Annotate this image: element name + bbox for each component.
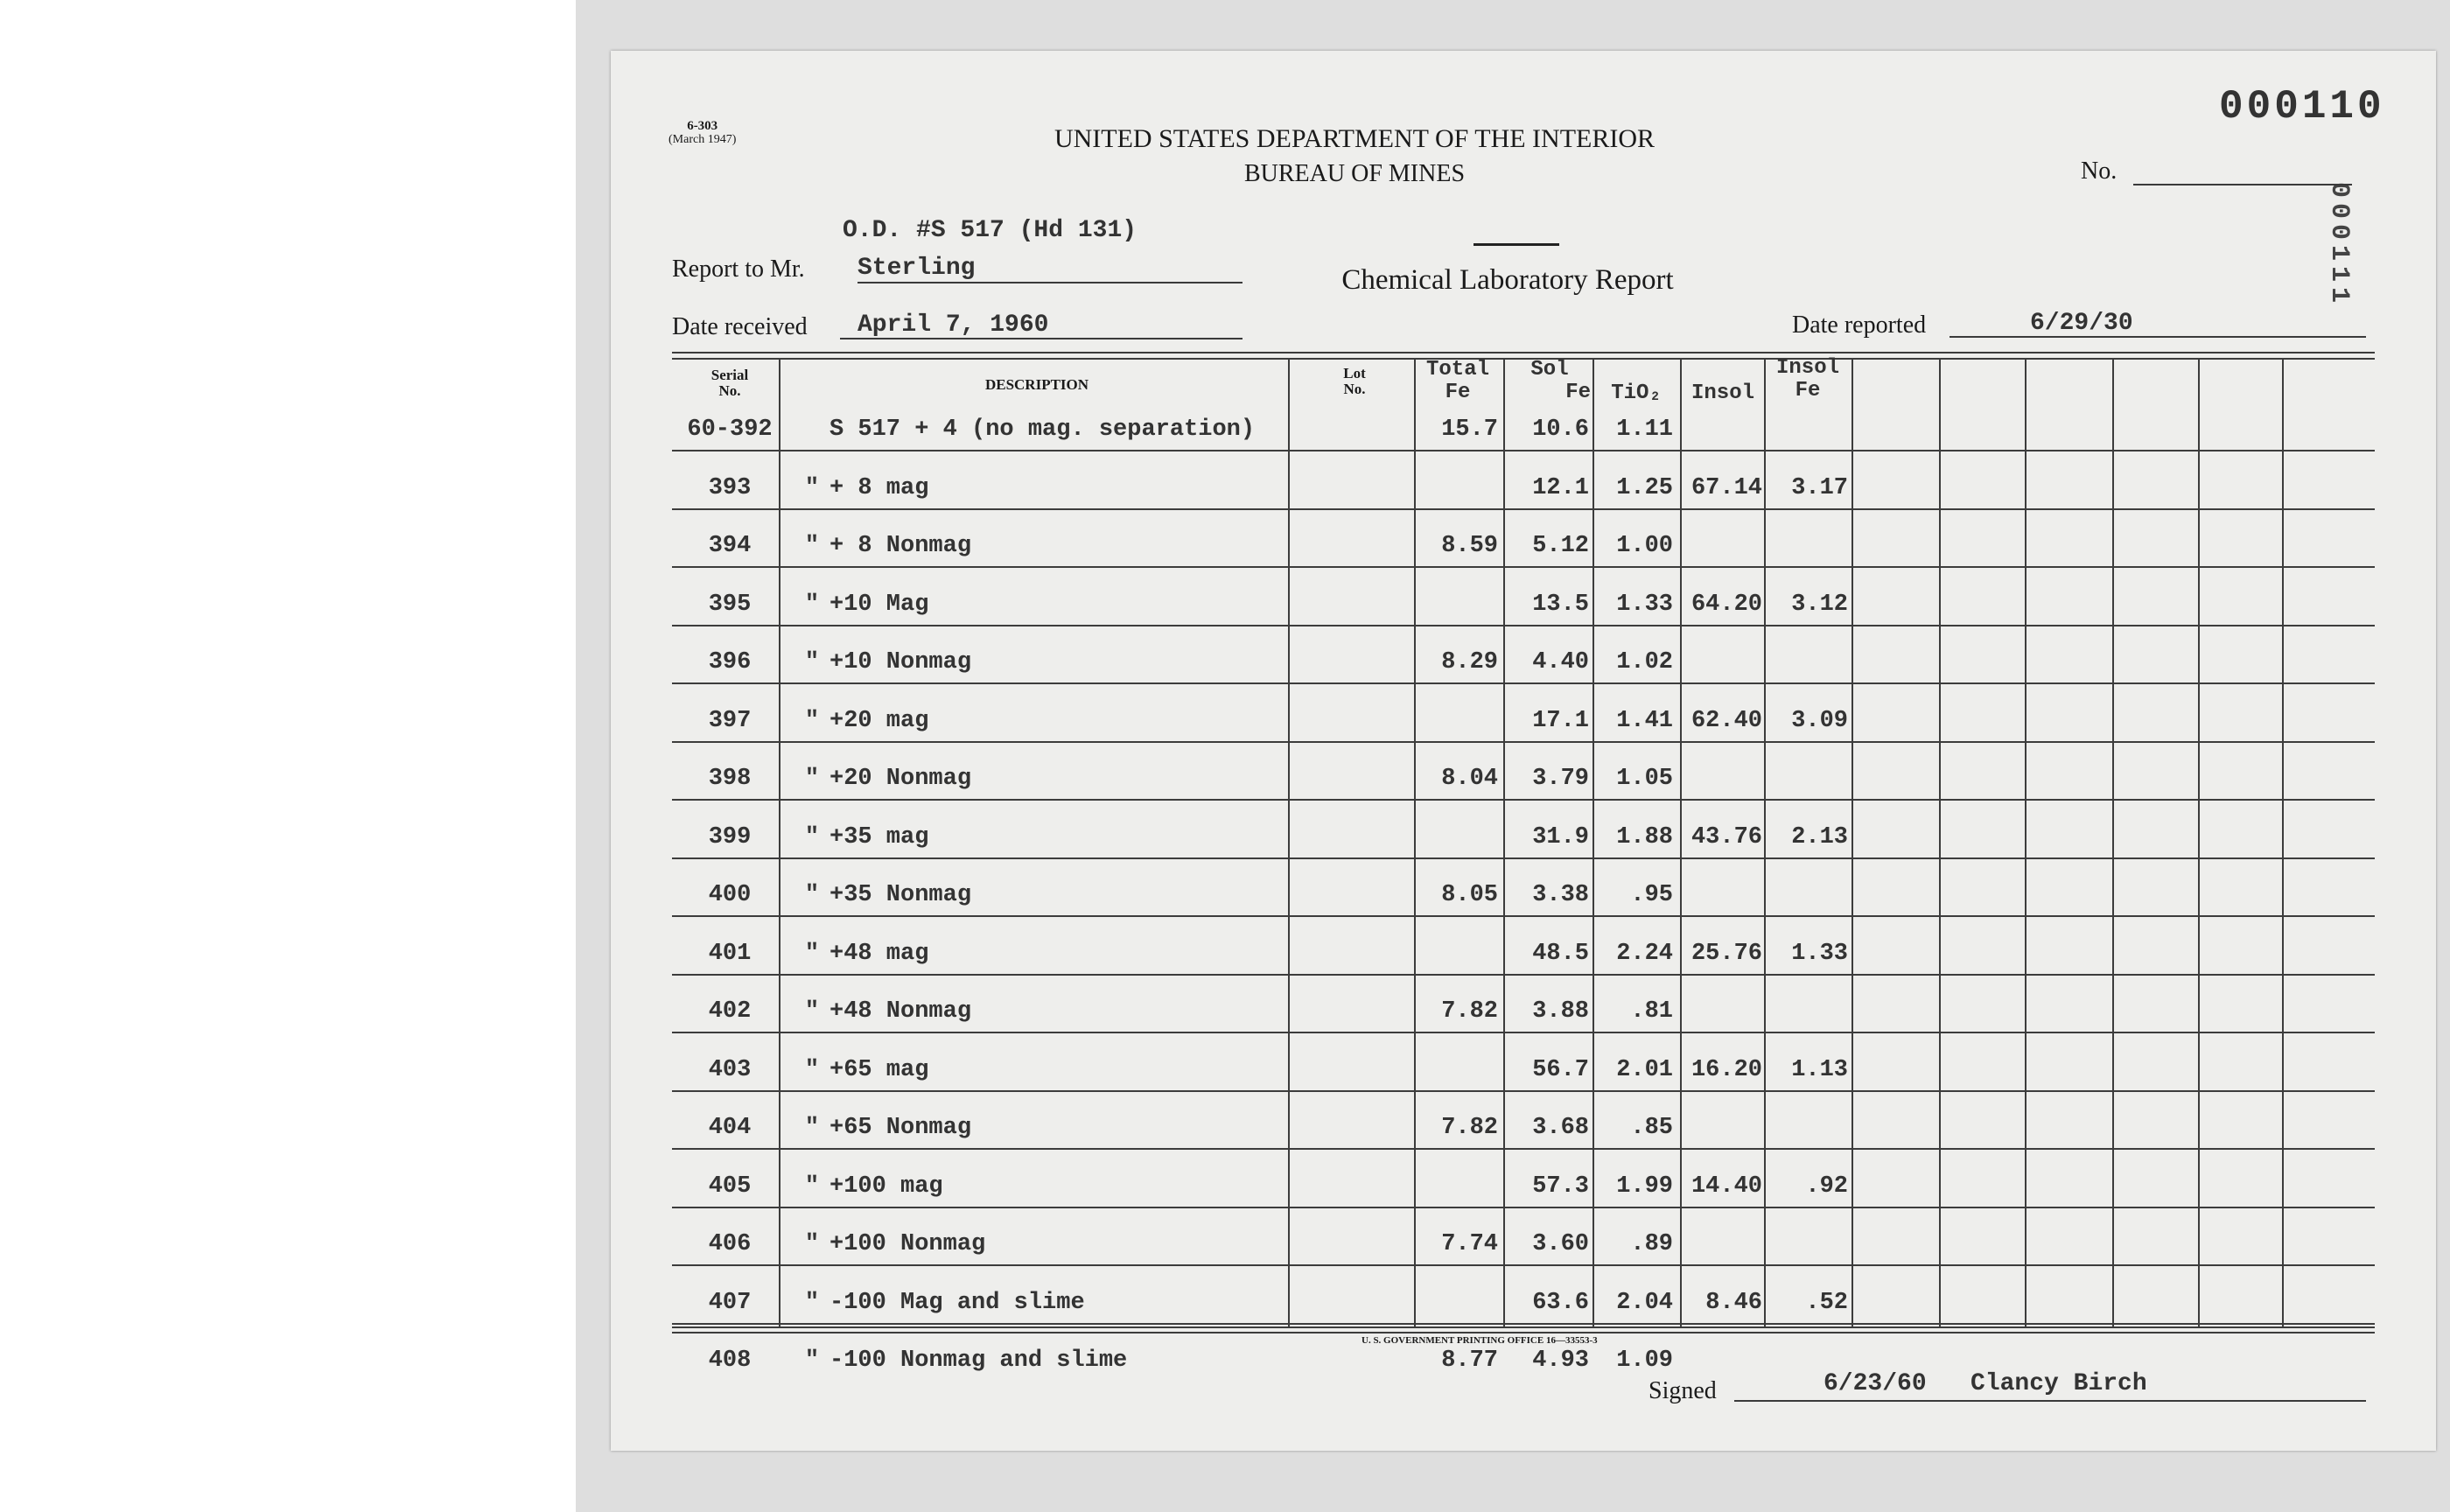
cell-ditto: " [804, 591, 820, 618]
cell-tio2: .95 [1630, 882, 1673, 908]
cell-tio2: 2.24 [1616, 940, 1673, 967]
cell-insol-fe: .92 [1805, 1172, 1848, 1200]
cell-sol-fe: 3.79 [1532, 766, 1589, 792]
cell-serial: 400 [708, 882, 752, 908]
cell-desc: +65 Nonmag [830, 1115, 972, 1141]
cell-serial: 405 [708, 1172, 752, 1200]
cell-sol-fe: 4.40 [1532, 649, 1589, 676]
cell-ditto: " [804, 1172, 820, 1200]
report-title: Chemical Laboratory Report [1341, 264, 1674, 296]
no-field-line [2133, 184, 2352, 186]
cell-insol: 62.40 [1690, 707, 1762, 734]
cell-serial: 403 [708, 1056, 752, 1083]
cell-serial: 408 [708, 1348, 752, 1374]
header-serial-line2: No. [718, 382, 741, 399]
cell-insol-fe: 2.13 [1791, 823, 1848, 850]
printing-office-note: U. S. GOVERNMENT PRINTING OFFICE 16—33553-3 [1362, 1335, 1598, 1346]
cell-sol-fe: 31.9 [1532, 823, 1589, 850]
cell-ditto: " [804, 1115, 820, 1141]
cell-desc: +10 Mag [830, 591, 929, 618]
cell-serial: 398 [708, 766, 752, 792]
header-total-fe [1414, 359, 1502, 404]
row-rule [672, 566, 2375, 568]
cell-sol-fe: 10.6 [1532, 416, 1589, 443]
row-rule [672, 1090, 2375, 1092]
header-serial-line1: Serial [710, 367, 749, 383]
cell-insol: 43.76 [1690, 823, 1762, 850]
cell-desc: + 8 mag [830, 474, 929, 501]
bureau-heading: BUREAU OF MINES [1243, 160, 1466, 187]
cell-sol-fe: 13.5 [1532, 591, 1589, 618]
cell-total-fe: 8.04 [1441, 766, 1498, 792]
column-rule [2198, 359, 2200, 1328]
header-sol-fe-line1: Sol [1530, 358, 1569, 382]
cell-sol-fe: 3.68 [1532, 1115, 1589, 1141]
cell-serial: 407 [708, 1289, 752, 1316]
header-insol-fe-line1: Insol [1775, 356, 1839, 380]
cell-insol: 64.20 [1690, 591, 1762, 618]
cell-desc: +35 mag [830, 823, 929, 850]
header-lot-line2: No. [1343, 381, 1366, 397]
signed-label: Signed [1648, 1377, 1717, 1404]
cell-sol-fe: 56.7 [1532, 1056, 1589, 1083]
cell-insol-fe: 1.13 [1791, 1056, 1848, 1083]
cell-desc: +20 mag [830, 707, 929, 734]
row-rule [672, 1264, 2375, 1266]
cell-ditto: " [804, 474, 820, 501]
cell-insol: 16.20 [1690, 1056, 1762, 1083]
stamp-number-vertical: 000111 [2324, 182, 2354, 309]
cell-serial: 404 [708, 1115, 752, 1141]
cell-insol: 14.40 [1690, 1172, 1762, 1200]
cell-tio2: 1.33 [1616, 591, 1673, 618]
row-rule [672, 1148, 2375, 1150]
cell-tio2: 1.11 [1616, 416, 1673, 443]
cell-ditto: " [804, 533, 820, 559]
no-label: No. [2081, 158, 2118, 185]
signed-line [1734, 1400, 2366, 1402]
cell-tio2: 2.01 [1616, 1056, 1673, 1083]
cell-ditto: " [804, 823, 820, 850]
header-insol-fe [1764, 357, 1852, 402]
row-rule [672, 625, 2375, 626]
cell-ditto: " [804, 1348, 820, 1374]
cell-ditto: " [804, 882, 820, 908]
cell-desc: +20 Nonmag [830, 766, 972, 792]
cell-desc: + 8 Nonmag [830, 533, 972, 559]
date-received-value: April 7, 1960 [858, 312, 1049, 339]
form-code-date: (March 1947) [668, 133, 737, 146]
row-rule [672, 974, 2375, 976]
signed-value: 6/23/60 Clancy Birch [1824, 1370, 2147, 1397]
cell-serial: 406 [708, 1231, 752, 1257]
cell-tio2: 1.25 [1616, 474, 1673, 501]
date-reported-label: Date reported [1792, 312, 1927, 339]
header-lot-line1: Lot [1343, 365, 1366, 382]
cell-serial: 402 [708, 998, 752, 1025]
cell-desc: +100 Nonmag [830, 1231, 986, 1257]
stamp-number: 000110 [2219, 84, 2385, 130]
cell-desc: +48 Nonmag [830, 998, 972, 1025]
header-insol: Insol [1690, 382, 1754, 405]
cell-insol-fe: 3.17 [1791, 474, 1848, 501]
cell-serial: 396 [708, 649, 752, 676]
cell-ditto: " [804, 1289, 820, 1316]
header-serial [672, 368, 788, 399]
report-to-label: Report to Mr. [672, 256, 805, 283]
cell-serial: 60-392 [687, 416, 773, 443]
cell-tio2: 1.88 [1616, 823, 1673, 850]
date-reported-value: 6/29/30 [2030, 310, 2133, 337]
cell-serial: 401 [708, 940, 752, 967]
cell-serial: 393 [708, 474, 752, 501]
cell-insol: 67.14 [1690, 474, 1762, 501]
cell-tio2: .89 [1630, 1231, 1673, 1257]
cell-tio2: 1.02 [1616, 649, 1673, 676]
cell-serial: 395 [708, 591, 752, 618]
title-rule [1474, 243, 1559, 246]
cell-tio2: 1.00 [1616, 533, 1673, 559]
row-rule [672, 450, 2375, 452]
cell-total-fe: 8.05 [1441, 882, 1498, 908]
cell-insol: 25.76 [1690, 940, 1762, 967]
department-heading: UNITED STATES DEPARTMENT OF THE INTERIOR [1054, 124, 1656, 153]
report-to-line [858, 282, 1242, 284]
header-total-fe-line1: Total [1425, 358, 1489, 382]
table-bottom-rule [672, 1332, 2375, 1334]
table-top-rule [672, 352, 2375, 354]
cell-insol-fe: 1.33 [1791, 940, 1848, 967]
row-rule [672, 1032, 2375, 1033]
cell-ditto: " [804, 766, 820, 792]
cell-total-fe: 15.7 [1441, 416, 1498, 443]
cell-tio2: .81 [1630, 998, 1673, 1025]
cell-sol-fe: 3.88 [1532, 998, 1589, 1025]
header-total-fe-line2: Fe [1445, 381, 1471, 404]
cell-total-fe: 8.29 [1441, 649, 1498, 676]
column-rule [2025, 359, 2026, 1328]
cell-desc: +100 mag [830, 1172, 943, 1200]
cell-tio2: 1.99 [1616, 1172, 1673, 1200]
cell-sol-fe: 5.12 [1532, 533, 1589, 559]
row-rule [672, 508, 2375, 510]
column-rule [1852, 359, 1853, 1328]
cell-desc: S 517 + 4 (no mag. separation) [830, 416, 1256, 443]
header-description: DESCRIPTION [984, 376, 1089, 393]
cell-insol-fe: .52 [1805, 1289, 1848, 1316]
cell-total-fe: 8.77 [1441, 1348, 1498, 1374]
cell-desc: +65 mag [830, 1056, 929, 1083]
header-sol-fe-line2: Fe [1565, 381, 1591, 404]
report-to-value: Sterling [858, 255, 976, 282]
cell-total-fe: 8.59 [1441, 533, 1498, 559]
column-rule [2112, 359, 2114, 1328]
cell-sol-fe: 17.1 [1532, 707, 1589, 734]
cell-ditto: " [804, 1231, 820, 1257]
cell-desc: -100 Mag and slime [830, 1289, 1085, 1316]
header-tio2: TiO₂ [1611, 382, 1662, 405]
cell-total-fe: 7.82 [1441, 1115, 1498, 1141]
cell-sol-fe: 12.1 [1532, 474, 1589, 501]
cell-total-fe: 7.82 [1441, 998, 1498, 1025]
cell-tio2: 1.05 [1616, 766, 1673, 792]
date-received-label: Date received [672, 313, 808, 340]
cell-sol-fe: 3.60 [1532, 1231, 1589, 1257]
cell-total-fe: 7.74 [1441, 1231, 1498, 1257]
cell-insol-fe: 3.09 [1791, 707, 1848, 734]
header-lot [1288, 366, 1421, 397]
cell-sol-fe: 63.6 [1532, 1289, 1589, 1316]
cell-tio2: .85 [1630, 1115, 1673, 1141]
cell-tio2: 2.04 [1616, 1289, 1673, 1316]
column-rule [2282, 359, 2284, 1328]
table-bottom-rule [672, 1326, 2375, 1328]
cell-serial: 397 [708, 707, 752, 734]
row-rule [672, 1323, 2375, 1325]
cell-ditto: " [804, 998, 820, 1025]
form-code-number: 6-303 [687, 119, 718, 133]
header-insol-fe-line2: Fe [1795, 379, 1821, 402]
cell-ditto: " [804, 1056, 820, 1083]
cell-ditto: " [804, 940, 820, 967]
cell-insol: 8.46 [1705, 1289, 1762, 1316]
header-sol-fe [1503, 359, 1596, 404]
cell-desc: +35 Nonmag [830, 882, 972, 908]
column-rule [1414, 359, 1416, 1328]
lab-report-form [611, 51, 2436, 1451]
date-reported-line [1950, 336, 2366, 338]
cell-sol-fe: 57.3 [1532, 1172, 1589, 1200]
cell-sol-fe: 4.93 [1532, 1348, 1589, 1374]
cell-desc: +48 mag [830, 940, 929, 967]
cell-desc: +10 Nonmag [830, 649, 972, 676]
cell-ditto: " [804, 649, 820, 676]
cell-ditto: " [804, 707, 820, 734]
row-rule [672, 682, 2375, 684]
column-rule [1939, 359, 1941, 1328]
cell-serial: 394 [708, 533, 752, 559]
cell-sol-fe: 3.38 [1532, 882, 1589, 908]
row-rule [672, 915, 2375, 917]
row-rule [672, 1207, 2375, 1208]
od-reference: O.D. #S 517 (Hd 131) [843, 217, 1138, 244]
cell-tio2: 1.09 [1616, 1348, 1673, 1374]
cell-serial: 399 [708, 823, 752, 850]
cell-tio2: 1.41 [1616, 707, 1673, 734]
row-rule [672, 858, 2375, 859]
row-rule [672, 741, 2375, 743]
cell-insol-fe: 3.12 [1791, 591, 1848, 618]
row-rule [672, 799, 2375, 801]
cell-sol-fe: 48.5 [1532, 940, 1589, 967]
cell-desc: -100 Nonmag and slime [830, 1348, 1128, 1374]
